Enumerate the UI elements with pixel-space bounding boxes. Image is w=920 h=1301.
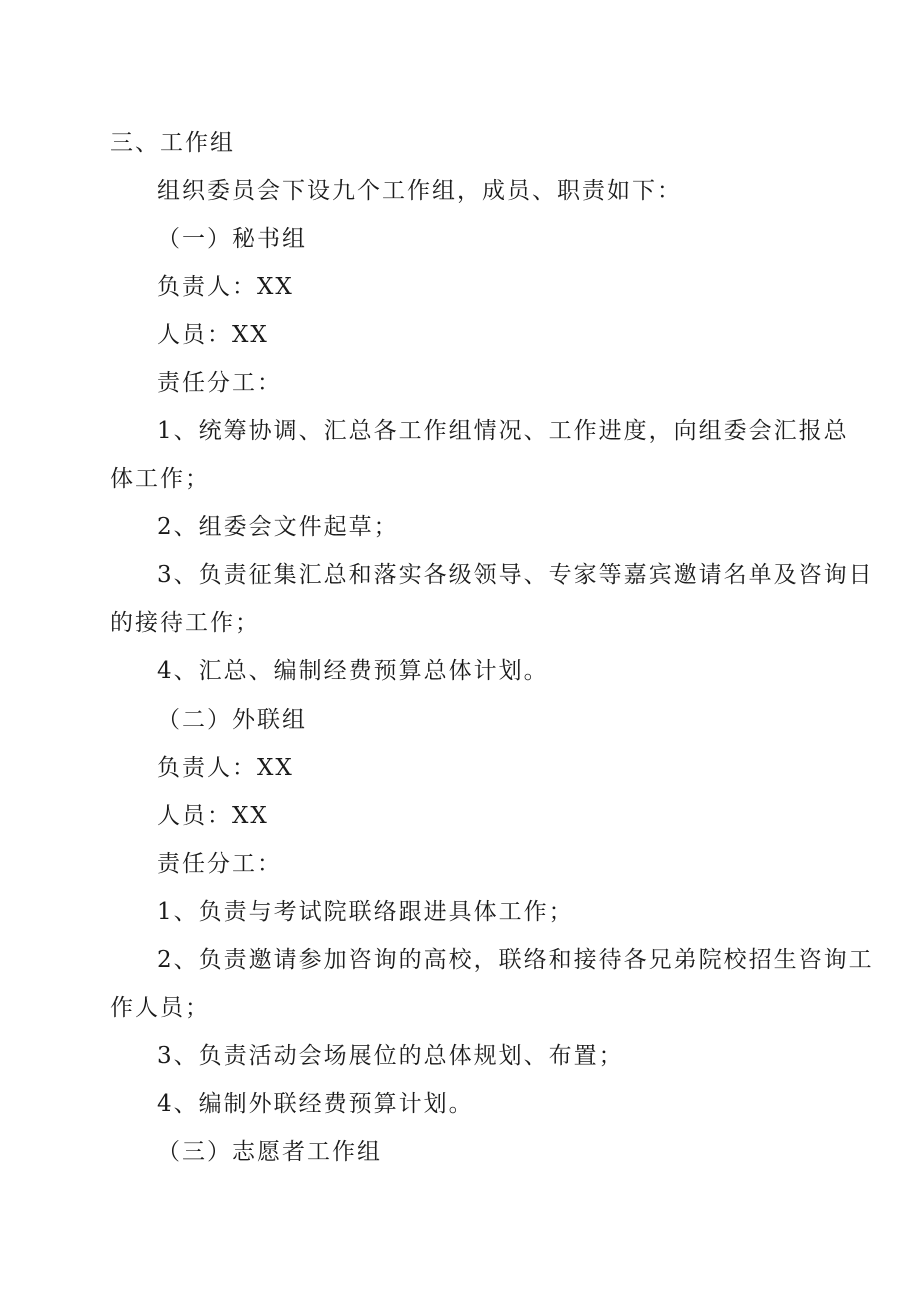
duty-item: 3、负责活动会场展位的总体规划、布置； [157,1043,624,1069]
group-members: 人员：XX [157,803,269,829]
group-title-liaison: （二）外联组 [157,707,307,733]
duty-item: 2、组委会文件起草； [157,514,399,540]
duty-item-continuation: 体工作； [110,466,210,492]
duties-heading: 责任分工： [157,370,282,396]
group-title-volunteers: （三）志愿者工作组 [157,1139,382,1165]
group-title-secretariat: （一）秘书组 [157,226,307,252]
duties-heading: 责任分工： [157,851,282,877]
group-leader: 负责人：XX [157,274,294,300]
section-heading: 三、工作组 [110,130,235,156]
duty-item: 4、汇总、编制经费预算总体计划。 [157,658,549,684]
group-members: 人员：XX [157,322,269,348]
duty-item: 3、负责征集汇总和落实各级领导、专家等嘉宾邀请名单及咨询日 [157,562,874,588]
duty-item: 2、负责邀请参加咨询的高校，联络和接待各兄弟院校招生咨询工 [157,947,874,973]
intro-paragraph: 组织委员会下设九个工作组，成员、职责如下： [157,178,682,204]
duty-item-continuation: 的接待工作； [110,610,260,636]
duty-item-continuation: 作人员； [110,995,210,1021]
duty-item: 4、编制外联经费预算计划。 [157,1091,474,1117]
duty-item: 1、负责与考试院联络跟进具体工作； [157,899,574,925]
duty-item: 1、统筹协调、汇总各工作组情况、工作进度，向组委会汇报总 [157,418,849,444]
group-leader: 负责人：XX [157,755,294,781]
